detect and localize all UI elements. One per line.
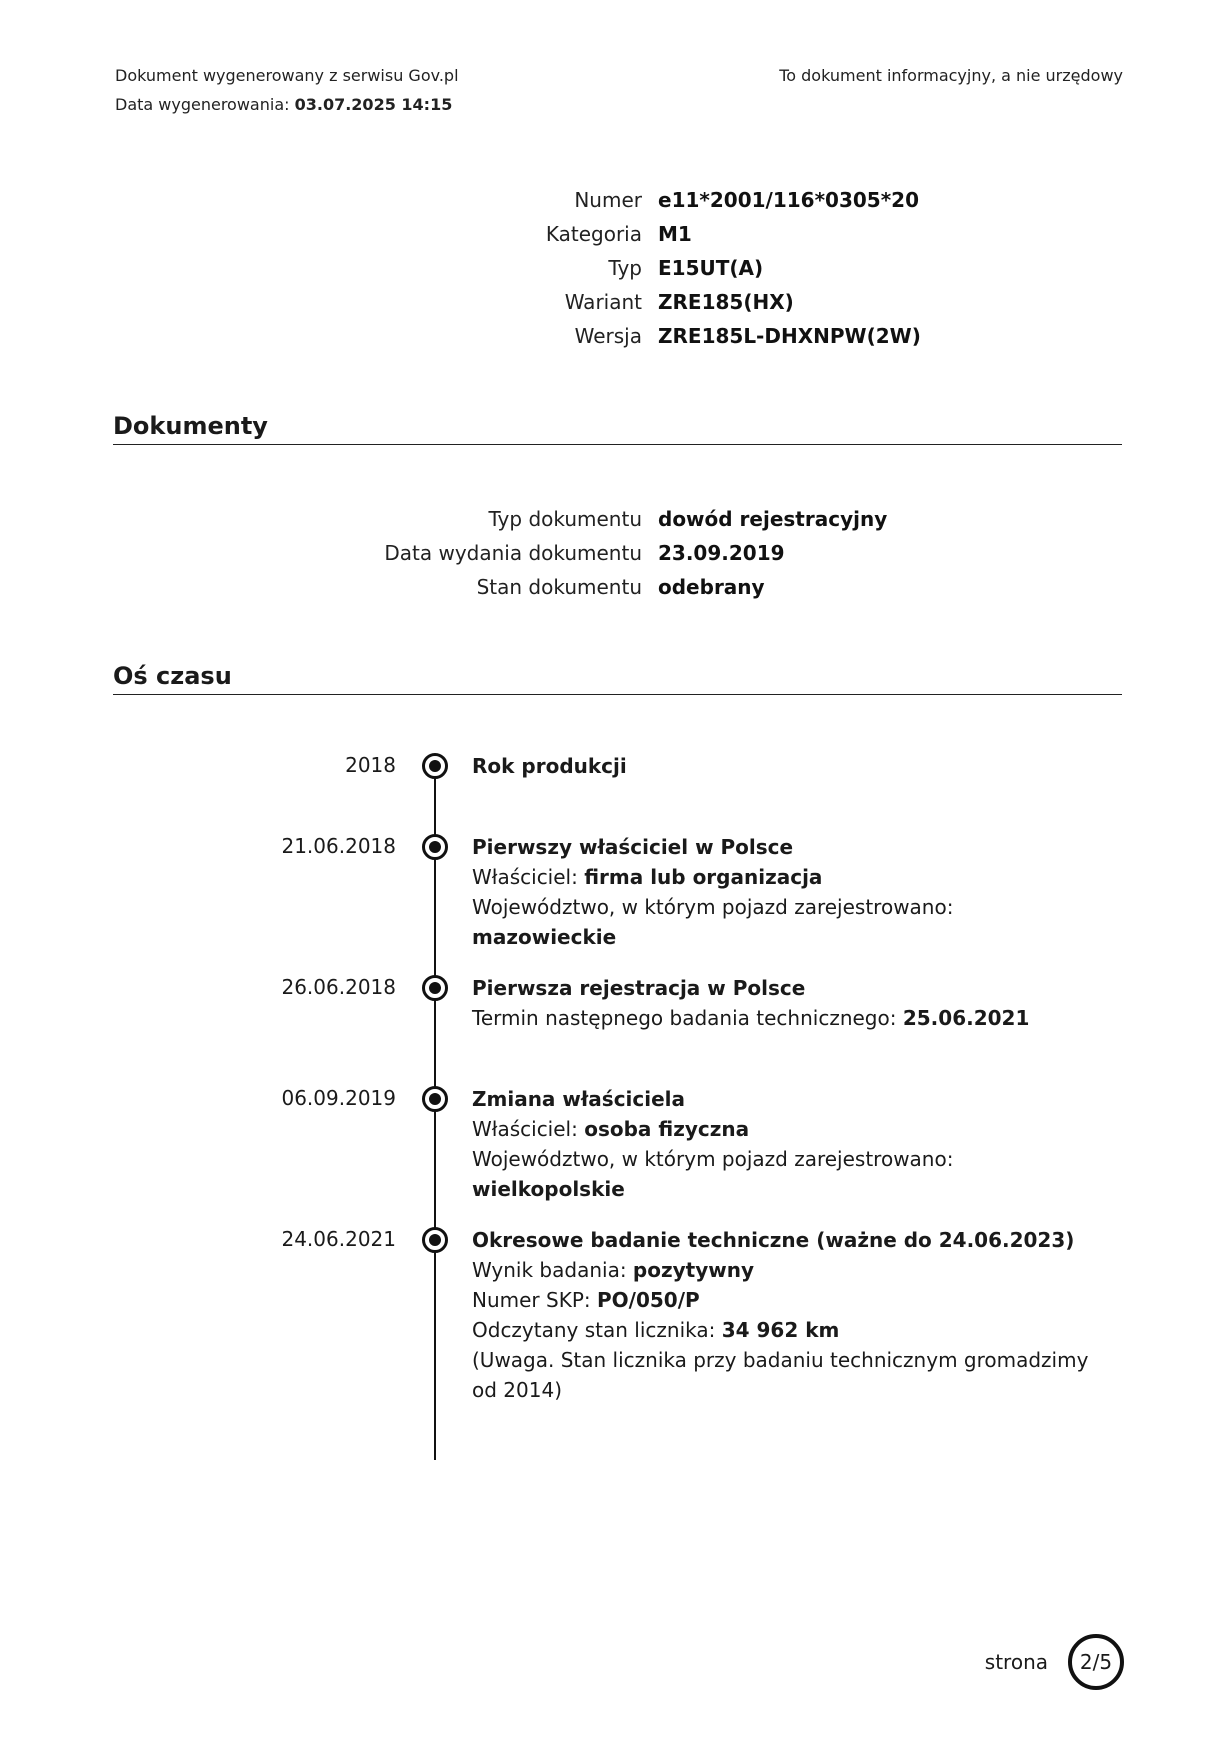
vehicle-value-kategoria: M1 (658, 222, 692, 246)
timeline-note: (Uwaga. Stan licznika przy badaniu technicznym gromadzimy od 2014) (472, 1348, 1089, 1402)
detail-label: Województwo, w którym pojazd zarejestrowano: (472, 895, 954, 919)
timeline-title: Okresowe badanie techniczne (ważne do 24.06.2023) (472, 1228, 1075, 1252)
detail-label: Właściciel: (472, 865, 585, 889)
dokumenty-table (0, 507, 1218, 599)
timeline-title: Rok produkcji (472, 754, 627, 778)
page-footer (985, 1634, 1124, 1690)
doc-label-type: Typ dokumentu (488, 507, 642, 531)
detail-value: PO/050/P (596, 1288, 700, 1312)
section-timeline-title: Oś czasu (113, 662, 1122, 695)
vehicle-value-wariant: ZRE185(HX) (658, 290, 794, 314)
timeline-body (472, 1225, 1092, 1405)
vehicle-label-typ: Typ (608, 256, 642, 280)
detail-value: 34 962 km (721, 1318, 840, 1342)
timeline-line-1 (472, 862, 1092, 892)
header-disclaimer: To dokument informacyjny, a nie urzędowy (779, 66, 1123, 85)
detail-value: 25.06.2021 (902, 1006, 1030, 1030)
timeline-title: Pierwsza rejestracja w Polsce (472, 976, 806, 1000)
page-number-badge: 2/5 (1068, 1634, 1124, 1690)
timeline-date: 06.09.2019 (281, 1086, 396, 1110)
doc-value-issue-date: 23.09.2019 (658, 541, 785, 565)
timeline-line-1 (472, 1114, 1092, 1144)
detail-value: mazowieckie (472, 925, 617, 949)
timeline-line-2 (472, 1144, 1092, 1204)
vehicle-value-wersja: ZRE185L-DHXNPW(2W) (658, 324, 921, 348)
timeline-dot-icon (422, 834, 448, 860)
timeline-body (472, 973, 1092, 1033)
detail-value: firma lub organizacja (584, 865, 823, 889)
timeline-dot-icon (422, 753, 448, 779)
vehicle-label-kategoria: Kategoria (545, 222, 642, 246)
timeline-title: Pierwszy właściciel w Polsce (472, 835, 794, 859)
detail-label: Wynik badania: (472, 1258, 633, 1282)
doc-label-status: Stan dokumentu (476, 575, 642, 599)
timeline-date: 21.06.2018 (281, 834, 396, 858)
timeline-line (434, 766, 436, 1460)
timeline-line-2 (472, 892, 1092, 952)
vehicle-label-wersja: Wersja (574, 324, 642, 348)
vehicle-value-numer: e11*2001/116*0305*20 (658, 188, 919, 212)
timeline-date: 26.06.2018 (281, 975, 396, 999)
detail-label: Właściciel: (472, 1117, 585, 1141)
timeline-dot-icon (422, 1086, 448, 1112)
detail-label: Odczytany stan licznika: (472, 1318, 722, 1342)
doc-value-status: odebrany (658, 575, 765, 599)
header-generated-date (115, 95, 452, 114)
doc-label-issue-date: Data wydania dokumentu (384, 541, 642, 565)
generated-date-value: 03.07.2025 14:15 (294, 95, 453, 114)
timeline-title: Zmiana właściciela (472, 1087, 686, 1111)
detail-value: wielkopolskie (472, 1177, 625, 1201)
timeline-body (472, 832, 1092, 952)
vehicle-info-table (0, 188, 1218, 348)
timeline-line-3 (472, 1315, 1092, 1345)
timeline-body (472, 1084, 1092, 1204)
detail-label: Numer SKP: (472, 1288, 597, 1312)
vehicle-label-wariant: Wariant (564, 290, 642, 314)
timeline-line-1 (472, 1255, 1092, 1285)
vehicle-label-numer: Numer (574, 188, 642, 212)
section-dokumenty-title: Dokumenty (113, 412, 1122, 445)
detail-label: Termin następnego badania technicznego: (472, 1006, 903, 1030)
generated-date-label: Data wygenerowania: (115, 95, 295, 114)
timeline-dot-icon (422, 975, 448, 1001)
detail-label: Województwo, w którym pojazd zarejestrowano: (472, 1147, 954, 1171)
vehicle-value-typ: E15UT(A) (658, 256, 764, 280)
timeline-line-1 (472, 1003, 1092, 1033)
timeline-date: 2018 (345, 753, 396, 777)
timeline-body (472, 751, 1092, 781)
page-label: strona (984, 1650, 1048, 1674)
doc-value-type: dowód rejestracyjny (658, 507, 888, 531)
timeline-line-2 (472, 1285, 1092, 1315)
timeline-date: 24.06.2021 (281, 1227, 396, 1251)
detail-value: pozytywny (632, 1258, 755, 1282)
header-source: Dokument wygenerowany z serwisu Gov.pl (115, 66, 459, 85)
timeline-dot-icon (422, 1227, 448, 1253)
detail-value: osoba fizyczna (584, 1117, 750, 1141)
